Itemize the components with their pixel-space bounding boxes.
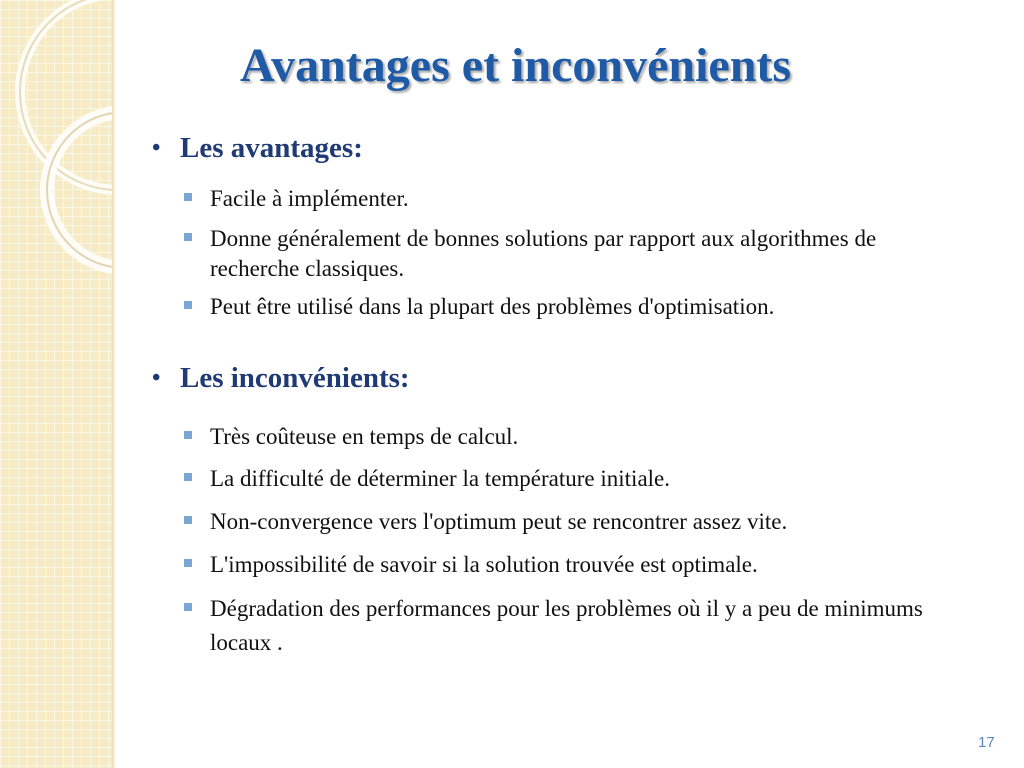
list-item-text: L'impossibilité de savoir si la solution trouvée est optimale. [210, 552, 758, 577]
square-bullet-icon [184, 233, 192, 241]
list-item [184, 507, 974, 537]
section-heading-avantages [152, 132, 363, 165]
square-bullet-icon [184, 603, 192, 611]
list-item [184, 184, 974, 214]
section-heading-inconvenients [152, 362, 410, 395]
list-item [184, 464, 974, 494]
list-item-text: Non-convergence vers l'optimum peut se rencontrer assez vite. [210, 509, 788, 534]
slide-title: Avantages et inconvénients [240, 39, 792, 92]
square-bullet-icon [184, 473, 192, 481]
square-bullet-icon [184, 516, 192, 524]
square-bullet-icon [184, 559, 192, 567]
section-bullet-icon: • [152, 135, 161, 161]
decorative-sidebar [0, 0, 112, 768]
page-number: 17 [978, 734, 995, 751]
list-item [184, 292, 974, 322]
list-item-text: Dégradation des performances pour les problèmes où il y a peu de minimums locaux . [210, 596, 923, 655]
sidebar-edge [112, 0, 116, 768]
list-item [184, 224, 974, 284]
list-item-text: La difficulté de déterminer la température initiale. [210, 466, 670, 491]
list-item [184, 422, 974, 452]
square-bullet-icon [184, 301, 192, 309]
section-heading-text: Les inconvénients: [180, 362, 410, 394]
list-item [184, 550, 974, 580]
square-bullet-icon [184, 193, 192, 201]
list-item-text: Facile à implémenter. [210, 186, 409, 211]
list-item-text: Peut être utilisé dans la plupart des problèmes d'optimisation. [210, 294, 775, 319]
section-bullet-icon: • [152, 365, 161, 391]
sidebar-rings-decoration [0, 0, 112, 768]
list-item-text: Très coûteuse en temps de calcul. [210, 424, 519, 449]
section-heading-text: Les avantages: [180, 132, 363, 164]
list-item [184, 592, 974, 660]
square-bullet-icon [184, 431, 192, 439]
list-item-text: Donne généralement de bonnes solutions par rapport aux algorithmes de recherche classiques. [210, 226, 877, 281]
